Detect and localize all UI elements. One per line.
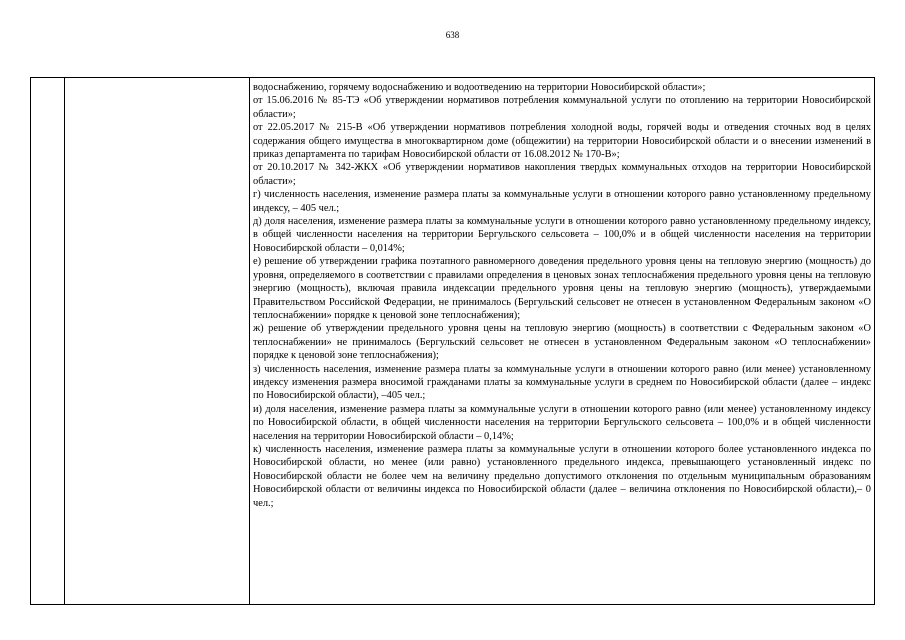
paragraph: е) решение об утверждении графика поэтапного равномерного доведения предельного уровня цены на тепловую энергию (мощность) до уровня, определяемого в соответствии с правилами определения в ценовых зонах теплоснабжения предельного уровня цены на тепловую энергию (мощность), включая правила индексации предельного уровня цены на тепловую энергию (мощность), утверждаемыми Правительством Российской Федерации, не принималось (Бергульский сельсовет не отнесен в установленном Федеральным законом «О теплоснабжении» порядке к ценовой зоне теплоснабжения); <box>253 256 871 321</box>
page-number: 638 <box>445 30 460 40</box>
paragraph: д) доля населения, изменение размера платы за коммунальные услуги в отношении которого равно установленному предельному индексу, в общей численности населения на территории Бергульского сельсовета – 100,0% и в общей численности населения на территории Новосибирской области – 0,014%; <box>253 216 871 254</box>
paragraph: ж) решение об утверждении предельного уровня цены на тепловую энергию (мощность) в соответствии с Федеральным законом «О теплоснабжении» не принималось (Бергульский сельсовет не отнесен в установленном Федеральным законом «О теплоснабжении» порядке к ценовой зоне теплоснабжения); <box>253 323 871 362</box>
document-table <box>30 77 875 605</box>
paragraph: от 20.10.2017 № 342-ЖКХ «Об утверждении нормативов накопления твердых коммунальных отходов на территории Новосибирской области»; <box>253 162 871 187</box>
paragraph: от 22.05.2017 № 215-В «Об утверждении нормативов потребления холодной воды, горячей воды и отведения сточных вод в целях содержания общего имущества в многоквартирном доме (общежитии) на территории Новосибирской области и о внесении изменений в приказ департамента по тарифам Новосибирской области от 16.08.2012 № 170-В»; <box>253 122 871 161</box>
table-column-divider <box>64 78 65 604</box>
table-column-divider <box>249 78 250 604</box>
paragraph: г) численность населения, изменение размера платы за коммунальные услуги в отношении которого равно установленному предельному индексу, – 405 чел.; <box>253 189 871 214</box>
paragraph: водоснабжению, горячему водоснабжению и водоотведению на территории Новосибирской области»; <box>253 82 706 93</box>
paragraph: и) доля населения, изменение размера платы за коммунальные услуги в отношении которого равно (или менее) установленному индексу по Новосибирской области, в общей численности населения на территории Бергульского сельсовета – 100,0% и в общей численности населения на территории Новосибирской области – 0,14%; <box>253 403 871 442</box>
paragraph: от 15.06.2016 № 85-ТЭ «Об утверждении нормативов потребления коммунальной услуги по отоплению на территории Новосибирской области»; <box>253 95 871 120</box>
table-cell-content <box>253 81 871 604</box>
paragraph: к) численность населения, изменение размера платы за коммунальные услуги в отношении которого более установленного индекса по Новосибирской области, но менее (или равно) установленного предельного индекса, превышающего установленный индекс по Новосибирской области не более чем на величину предельно допустимого отклонения по отдельным муниципальным образованиям Новосибирской области от величины индекса по Новосибирской области (далее – величина отклонения по Новосибирской области),– 0 чел.; <box>253 443 871 509</box>
paragraph: з) численность населения, изменение размера платы за коммунальные услуги в отношении которого равно (или менее) установленному индексу изменения размера вносимой гражданами платы за коммунальные услуги в среднем по Новосибирской области (далее – индекс по Новосибирской области), –405 чел.; <box>253 363 871 402</box>
